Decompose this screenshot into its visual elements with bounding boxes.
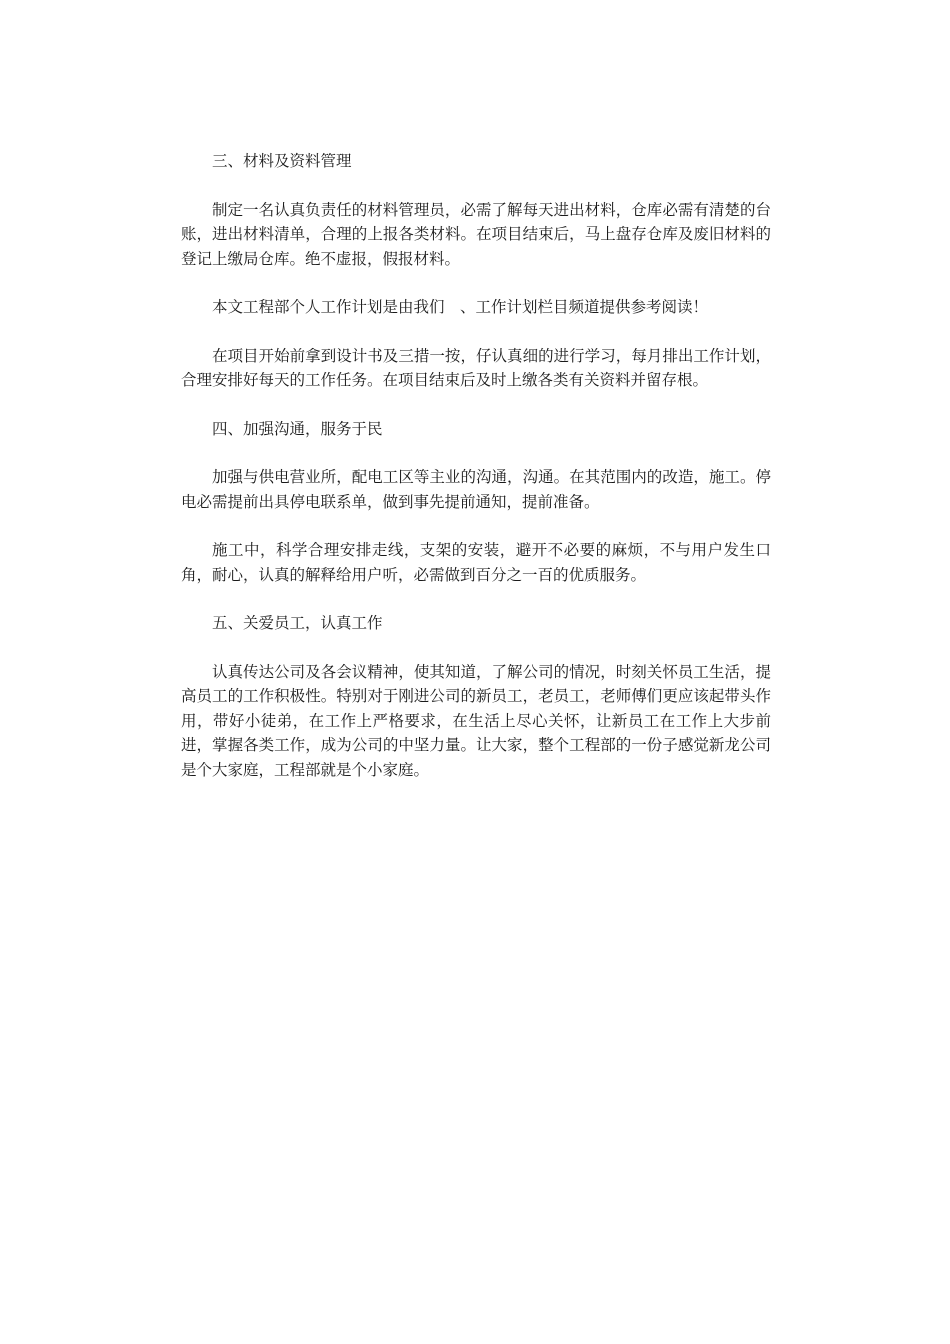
document-body bbox=[181, 149, 771, 806]
paragraph-employees: 认真传达公司及各会议精神，使其知道，了解公司的情况，时刻关怀员工生活，提高员工的工作积极性。特别对于刚进公司的新员工，老员工，老师傅们更应该起带头作用，带好小徒弟，在工作上严格要求，在生活上尽心关怀，让新员工在工作上大步前进，掌握各类工作，成为公司的中坚力量。让大家，整个工程部的一份子感觉新龙公司是个大家庭，工程部就是个小家庭。 bbox=[181, 662, 771, 779]
section-heading-communication: 四、加强沟通，服务于民 bbox=[212, 419, 383, 438]
section-heading-materials: 三、材料及资料管理 bbox=[212, 152, 352, 170]
section-heading-employees: 五、关爱员工，认真工作 bbox=[212, 614, 383, 632]
paragraph-source-note: 本文工程部个人工作计划是由我们 、工作计划栏目频道提供参考阅读！ bbox=[212, 298, 709, 316]
paragraph-construction: 施工中，科学合理安排走线，支架的安装，避开不必要的麻烦，不与用户发生口角，耐心，认真的解释给用户听，必需做到百分之一百的优质服务。 bbox=[181, 541, 771, 584]
paragraph-project-plan: 在项目开始前拿到设计书及三措一按，仔认真细的进行学习，每月排出工作计划，合理安排好每天的工作任务。在项目结束后及时上缴各类有关资料并留存根。 bbox=[181, 346, 771, 389]
paragraph-materials-manager: 制定一名认真负责任的材料管理员，必需了解每天进出材料，仓库必需有清楚的台账，进出材料清单，合理的上报各类材料。在项目结束后，马上盘存仓库及废旧材料的登记上缴局仓库。绝不虚报，假报材料。 bbox=[181, 200, 771, 268]
paragraph-communication: 加强与供电营业所，配电工区等主业的沟通，沟通。在其范围内的改造，施工。停电必需提前出具停电联系单，做到事先提前通知，提前准备。 bbox=[181, 468, 771, 511]
